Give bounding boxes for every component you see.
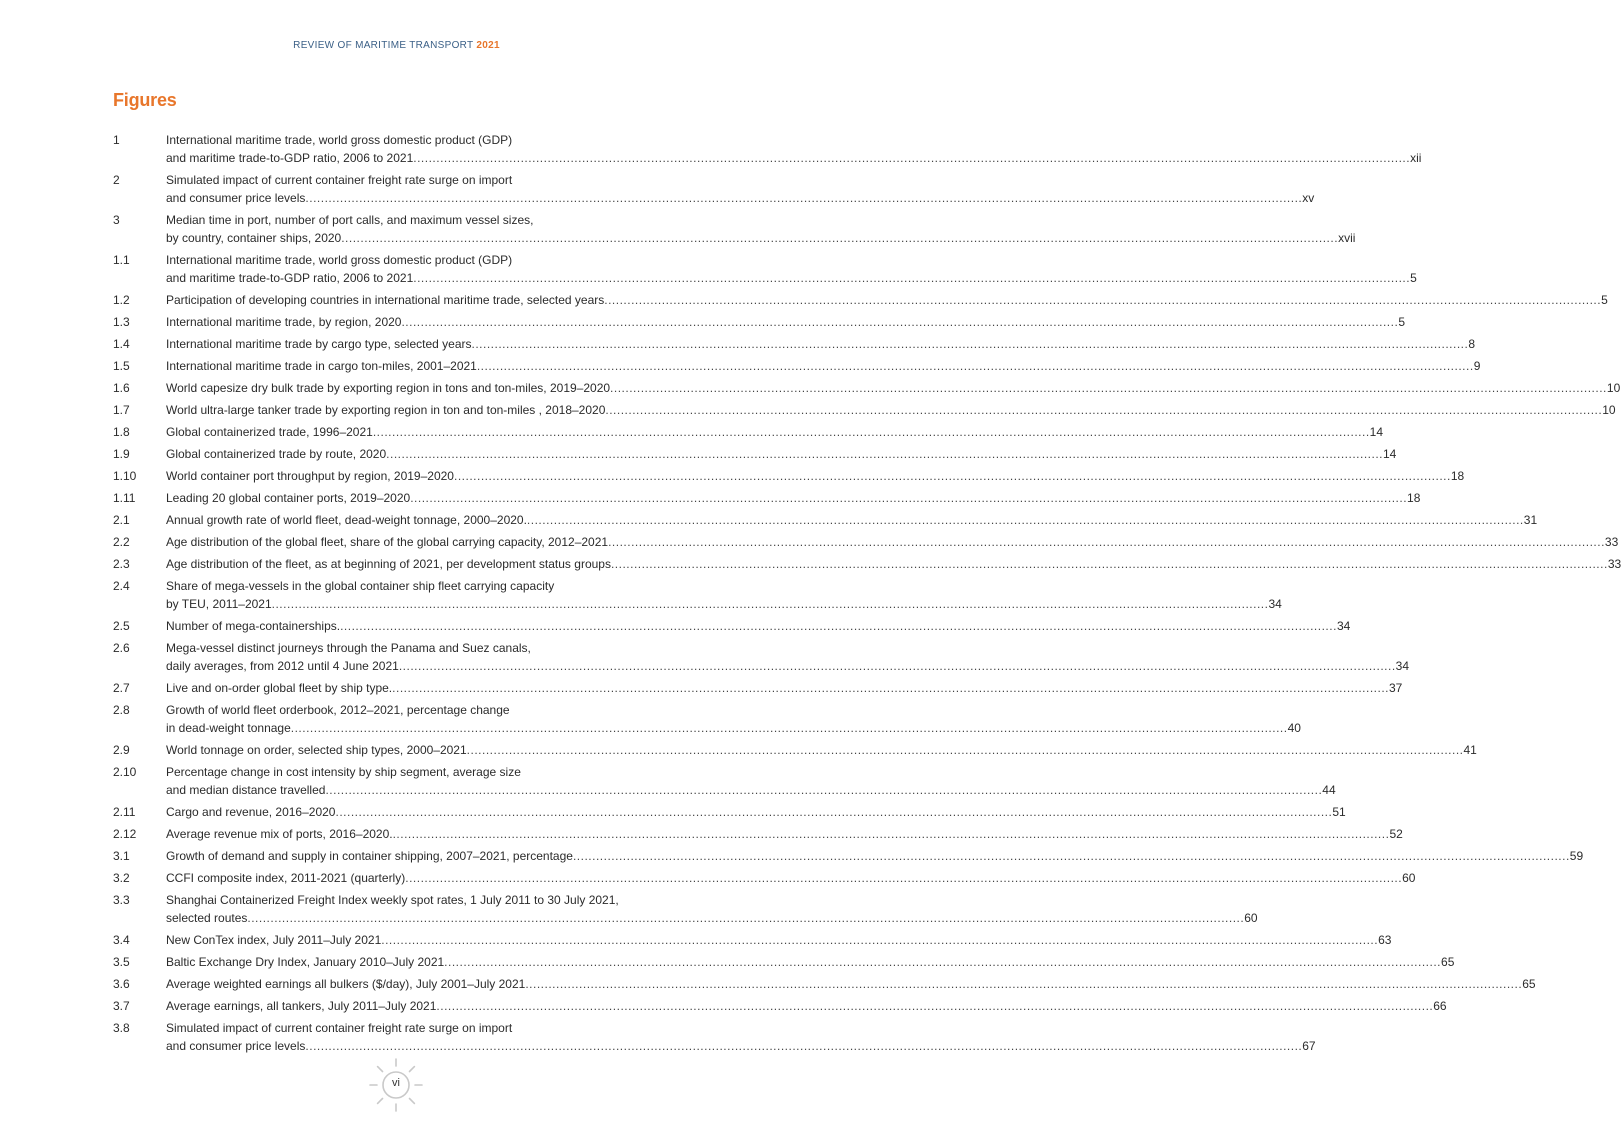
- figure-number: 2: [113, 173, 120, 187]
- page-reference[interactable]: 41: [1463, 743, 1477, 757]
- caption-text: World capesize dry bulk trade by exporting region in tons and ton-miles, 2019–2020: [166, 381, 611, 395]
- dot-leader: ....................................................................................................................................................................................................................................................................: [525, 977, 1523, 991]
- figure-caption: [166, 891, 1258, 931]
- caption-line: Simulated impact of current container freight rate surge on import: [166, 1021, 513, 1035]
- caption-leader-line: [166, 617, 1351, 635]
- toc-entry[interactable]: [113, 741, 1477, 763]
- figure-caption: [166, 555, 1621, 577]
- toc-entry[interactable]: [113, 423, 1384, 445]
- figure-caption: [166, 291, 1608, 313]
- toc-entry[interactable]: [113, 953, 1455, 975]
- dot-leader: ....................................................................................................................................................................................................................................................................: [605, 403, 1603, 417]
- toc-entry[interactable]: [113, 803, 1346, 825]
- figure-number: 1.5: [113, 359, 130, 373]
- page-reference[interactable]: 9: [1473, 359, 1481, 373]
- caption-text: by country, container ships, 2020: [166, 231, 342, 245]
- figure-caption: [166, 741, 1477, 763]
- figure-caption: [166, 997, 1447, 1019]
- dot-leader: ....................................................................................................................................................................................................................................................................: [386, 447, 1383, 461]
- figure-caption: [166, 131, 1422, 171]
- figure-number: 1.6: [113, 381, 130, 395]
- figure-number: 2.6: [113, 641, 130, 655]
- caption-text: International maritime trade, by region, 2020: [166, 315, 402, 329]
- caption-line: Mega-vessel distinct journeys through the Panama and Suez canals,: [166, 641, 531, 655]
- figure-number: 3.6: [113, 977, 130, 991]
- toc-entry[interactable]: [113, 891, 1258, 931]
- caption-leader-line: [166, 423, 1384, 441]
- figure-number: 3.7: [113, 999, 130, 1013]
- toc-entry[interactable]: [113, 1019, 1316, 1059]
- caption-text: Participation of developing countries in international maritime trade, selected years: [166, 293, 605, 307]
- caption-leader-line: [166, 357, 1481, 375]
- caption-line: Median time in port, number of port calls, and maximum vessel sizes,: [166, 213, 534, 227]
- page-reference[interactable]: 34: [1395, 659, 1410, 673]
- figure-number: 2.9: [113, 743, 130, 757]
- dot-leader: ....................................................................................................................................................................................................................................................................: [526, 513, 1524, 527]
- toc-entry[interactable]: [113, 639, 1410, 679]
- figure-caption: [166, 251, 1417, 291]
- caption-leader-line: [166, 679, 1403, 697]
- caption-leader-line: [166, 291, 1608, 309]
- toc-entry[interactable]: [113, 555, 1621, 577]
- page-reference[interactable]: 40: [1287, 721, 1301, 735]
- caption-leader-line: [166, 229, 1356, 247]
- dot-leader: ....................................................................................................................................................................................................................................................................: [290, 721, 1288, 735]
- caption-leader-line: [166, 781, 1336, 799]
- figure-caption: [166, 467, 1465, 489]
- caption-leader-line: [166, 269, 1417, 287]
- figure-caption: [166, 423, 1384, 445]
- caption-leader-line: [166, 657, 1410, 675]
- caption-leader-line: [166, 869, 1416, 887]
- toc-entry[interactable]: [113, 869, 1416, 891]
- toc-entry[interactable]: [113, 577, 1282, 617]
- caption-text: New ConTex index, July 2011–July 2021: [166, 933, 382, 947]
- caption-leader-line: [166, 825, 1403, 843]
- figure-number: 1.3: [113, 315, 130, 329]
- figure-caption: [166, 931, 1392, 953]
- figure-number: 3.1: [113, 849, 130, 863]
- caption-text: Baltic Exchange Dry Index, January 2010–July 2021: [166, 955, 445, 969]
- dot-leader: ....................................................................................................................................................................................................................................................................: [247, 911, 1245, 925]
- caption-text: Global containerized trade, 1996–2021: [166, 425, 373, 439]
- figure-number: 2.12: [113, 827, 137, 841]
- page-reference[interactable]: xii: [1410, 151, 1422, 165]
- figure-caption: [166, 335, 1476, 357]
- figure-caption: [166, 445, 1397, 467]
- figure-number: 3.5: [113, 955, 130, 969]
- page-reference[interactable]: 37: [1389, 681, 1403, 695]
- toc-entry[interactable]: [113, 211, 1356, 251]
- dot-leader: ....................................................................................................................................................................................................................................................................: [335, 805, 1333, 819]
- figure-caption: [166, 313, 1405, 335]
- figure-caption: [166, 171, 1315, 211]
- page-reference[interactable]: 10: [1602, 403, 1616, 417]
- caption-leader-line: [166, 741, 1477, 759]
- dot-leader: ....................................................................................................................................................................................................................................................................: [413, 271, 1411, 285]
- page-reference[interactable]: 5: [1410, 271, 1417, 285]
- figure-number: 1.11: [113, 491, 136, 505]
- figure-caption: [166, 533, 1619, 555]
- page-reference[interactable]: 14: [1383, 447, 1397, 461]
- page-number: vi: [392, 1077, 400, 1089]
- toc-entry[interactable]: [113, 533, 1619, 555]
- figure-caption: [166, 401, 1616, 423]
- page-reference[interactable]: 34: [1268, 597, 1282, 611]
- toc-entry[interactable]: [113, 291, 1608, 313]
- caption-leader-line: [166, 313, 1405, 331]
- figure-caption: [166, 211, 1356, 251]
- caption-leader-line: [166, 445, 1397, 463]
- dot-leader: ....................................................................................................................................................................................................................................................................: [392, 827, 1390, 841]
- page-reference[interactable]: 33: [1607, 557, 1621, 571]
- caption-text: Age distribution of the fleet, as at beginning of 2021, per development status groups: [166, 557, 611, 571]
- page-reference[interactable]: 33: [1604, 535, 1619, 549]
- toc-entry[interactable]: [113, 313, 1405, 335]
- dot-leader: ....................................................................................................................................................................................................................................................................: [476, 359, 1474, 373]
- toc-entry[interactable]: [113, 131, 1422, 171]
- page-reference[interactable]: 60: [1244, 911, 1258, 925]
- toc-entry[interactable]: [113, 467, 1465, 489]
- figure-caption: [166, 357, 1481, 379]
- caption-leader-line: [166, 909, 1258, 927]
- publication-year: 2021: [476, 40, 500, 51]
- caption-leader-line: [166, 803, 1346, 821]
- page-reference[interactable]: 51: [1332, 805, 1346, 819]
- caption-line: Percentage change in cost intensity by ship segment, average size: [166, 765, 521, 779]
- caption-line: Share of mega-vessels in the global container ship fleet carrying capacity: [166, 579, 555, 593]
- dot-leader: ....................................................................................................................................................................................................................................................................: [453, 469, 1451, 483]
- figure-caption: [166, 617, 1351, 639]
- caption-text: CCFI composite index, 2011-2021 (quarterly): [166, 871, 406, 885]
- figure-number: 2.3: [113, 557, 130, 571]
- figure-number: 3.8: [113, 1021, 130, 1035]
- figures-list: [113, 131, 1621, 1059]
- figure-number: 1: [113, 133, 120, 147]
- caption-leader-line: [166, 1037, 1316, 1055]
- toc-entry[interactable]: [113, 445, 1397, 467]
- dot-leader: ....................................................................................................................................................................................................................................................................: [466, 743, 1464, 757]
- figure-number: 2.4: [113, 579, 130, 593]
- page-reference[interactable]: 18: [1407, 491, 1421, 505]
- dot-leader: ....................................................................................................................................................................................................................................................................: [572, 849, 1570, 863]
- toc-entry[interactable]: [113, 489, 1421, 511]
- figure-caption: [166, 847, 1584, 869]
- toc-entry[interactable]: [113, 997, 1447, 1019]
- dot-leader: ....................................................................................................................................................................................................................................................................: [398, 659, 1396, 673]
- caption-text: International maritime trade in cargo ton-miles, 2001–2021: [166, 359, 477, 373]
- page-reference[interactable]: xvii: [1338, 231, 1356, 245]
- caption-text: Age distribution of the global fleet, share of the global carrying capacity, 2012–2021: [166, 535, 609, 549]
- figure-number: 3.4: [113, 933, 130, 947]
- figure-caption: [166, 577, 1282, 617]
- caption-leader-line: [166, 719, 1301, 737]
- caption-text: World tonnage on order, selected ship types, 2000–2021: [166, 743, 467, 757]
- figure-number: 3.2: [113, 871, 130, 885]
- caption-leader-line: [166, 847, 1584, 865]
- caption-leader-line: [166, 595, 1282, 613]
- toc-entry[interactable]: [113, 511, 1538, 533]
- figure-caption: [166, 489, 1421, 511]
- page-reference[interactable]: 59: [1569, 849, 1584, 863]
- caption-text: Number of mega-containerships.: [166, 619, 341, 633]
- caption-leader-line: [166, 149, 1422, 167]
- caption-text: Global containerized trade by route, 2020: [166, 447, 387, 461]
- dot-leader: ....................................................................................................................................................................................................................................................................: [325, 783, 1323, 797]
- caption-text: by TEU, 2011–2021: [166, 597, 272, 611]
- toc-entry[interactable]: [113, 617, 1351, 639]
- dot-leader: ....................................................................................................................................................................................................................................................................: [413, 151, 1411, 165]
- publication-title: REVIEW OF MARITIME TRANSPORT: [293, 40, 474, 51]
- figure-caption: [166, 953, 1455, 975]
- caption-text: Annual growth rate of world fleet, dead-weight tonnage, 2000–2020.: [166, 513, 527, 527]
- toc-entry[interactable]: [113, 847, 1584, 869]
- running-header: [0, 40, 793, 51]
- caption-leader-line: [166, 189, 1315, 207]
- dot-leader: ....................................................................................................................................................................................................................................................................: [381, 933, 1379, 947]
- caption-leader-line: [166, 401, 1616, 419]
- caption-text: Average revenue mix of ports, 2016–2020.: [166, 827, 393, 841]
- page-reference[interactable]: 34: [1336, 619, 1351, 633]
- figure-caption: [166, 975, 1536, 997]
- caption-text: and consumer price levels: [166, 1039, 306, 1053]
- page-reference[interactable]: 67: [1302, 1039, 1316, 1053]
- caption-leader-line: [166, 931, 1392, 949]
- toc-entry[interactable]: [113, 251, 1417, 291]
- caption-text: World ultra-large tanker trade by exporting region in ton and ton-miles , 2018–2020: [166, 403, 606, 417]
- dot-leader: ....................................................................................................................................................................................................................................................................: [305, 1039, 1303, 1053]
- dot-leader: ....................................................................................................................................................................................................................................................................: [341, 231, 1339, 245]
- toc-entry[interactable]: [113, 357, 1481, 379]
- caption-text: World container port throughput by region, 2019–2020: [166, 469, 454, 483]
- caption-text: Average weighted earnings all bulkers ($/day), July 2001–July 2021: [166, 977, 526, 991]
- caption-leader-line: [166, 997, 1447, 1015]
- dot-leader: ....................................................................................................................................................................................................................................................................: [340, 619, 1337, 633]
- section-title: Figures: [113, 90, 177, 110]
- figure-number: 1.10: [113, 469, 137, 483]
- figure-number: 1.8: [113, 425, 130, 439]
- toc-entry[interactable]: [113, 379, 1621, 401]
- figure-caption: [166, 763, 1336, 803]
- page-reference[interactable]: 66: [1433, 999, 1447, 1013]
- dot-leader: ....................................................................................................................................................................................................................................................................: [410, 491, 1408, 505]
- caption-text: and median distance travelled: [166, 783, 326, 797]
- dot-leader: ....................................................................................................................................................................................................................................................................: [436, 999, 1434, 1013]
- caption-text: and maritime trade-to-GDP ratio, 2006 to 2021: [166, 151, 414, 165]
- caption-text: selected routes: [166, 911, 248, 925]
- figure-number: 1.4: [113, 337, 130, 351]
- dot-leader: ....................................................................................................................................................................................................................................................................: [610, 381, 1607, 395]
- page-reference[interactable]: xv: [1302, 191, 1315, 205]
- toc-entry[interactable]: [113, 679, 1403, 701]
- toc-entry[interactable]: [113, 825, 1403, 847]
- page-reference[interactable]: 14: [1369, 425, 1384, 439]
- page-reference[interactable]: 52: [1389, 827, 1403, 841]
- caption-text: Average earnings, all tankers, July 2011–July 2021: [166, 999, 437, 1013]
- page-reference[interactable]: 65: [1441, 955, 1455, 969]
- caption-text: daily averages, from 2012 until 4 June 2021: [166, 659, 399, 673]
- caption-line: International maritime trade, world gross domestic product (GDP): [166, 253, 513, 267]
- figure-caption: [166, 1019, 1316, 1059]
- figure-caption: [166, 803, 1346, 825]
- caption-line: Growth of world fleet orderbook, 2012–2021, percentage change: [166, 703, 510, 717]
- caption-text: in dead-weight tonnage: [166, 721, 291, 735]
- caption-text: and maritime trade-to-GDP ratio, 2006 to 2021: [166, 271, 414, 285]
- caption-text: Growth of demand and supply in container shipping, 2007–2021, percentage: [166, 849, 573, 863]
- figure-number: 1.7: [113, 403, 130, 417]
- caption-text: Cargo and revenue, 2016–2020: [166, 805, 336, 819]
- caption-line: International maritime trade, world gross domestic product (GDP): [166, 133, 513, 147]
- page-reference[interactable]: 5: [1601, 293, 1608, 307]
- caption-leader-line: [166, 379, 1621, 397]
- caption-text: Live and on-order global fleet by ship type.: [166, 681, 393, 695]
- dot-leader: ....................................................................................................................................................................................................................................................................: [372, 425, 1370, 439]
- caption-leader-line: [166, 533, 1619, 551]
- caption-leader-line: [166, 335, 1476, 353]
- toc-entry[interactable]: [113, 975, 1536, 997]
- figure-number: 2.10: [113, 765, 137, 779]
- caption-leader-line: [166, 467, 1465, 485]
- caption-leader-line: [166, 975, 1536, 993]
- toc-entry[interactable]: [113, 335, 1476, 357]
- caption-text: International maritime trade by cargo type, selected years: [166, 337, 472, 351]
- caption-leader-line: [166, 489, 1421, 507]
- figure-number: 2.8: [113, 703, 130, 717]
- figure-number: 2.7: [113, 681, 130, 695]
- dot-leader: ....................................................................................................................................................................................................................................................................: [444, 955, 1442, 969]
- dot-leader: ....................................................................................................................................................................................................................................................................: [610, 557, 1608, 571]
- figure-number: 2.5: [113, 619, 130, 633]
- figure-number: 2.1: [113, 513, 130, 527]
- caption-line: Simulated impact of current container freight rate surge on import: [166, 173, 513, 187]
- dot-leader: ....................................................................................................................................................................................................................................................................: [271, 597, 1269, 611]
- dot-leader: ....................................................................................................................................................................................................................................................................: [604, 293, 1602, 307]
- dot-leader: ....................................................................................................................................................................................................................................................................: [608, 535, 1605, 549]
- caption-leader-line: [166, 511, 1538, 529]
- figure-caption: [166, 869, 1416, 891]
- page-reference[interactable]: 65: [1522, 977, 1536, 991]
- figure-number: 3.3: [113, 893, 130, 907]
- figure-number: 1.1: [113, 253, 130, 267]
- figure-caption: [166, 639, 1410, 679]
- caption-leader-line: [166, 555, 1621, 573]
- figure-number: 2.2: [113, 535, 130, 549]
- toc-entry[interactable]: [113, 763, 1336, 803]
- page-reference[interactable]: 8: [1468, 337, 1476, 351]
- figure-number: 1.9: [113, 447, 130, 461]
- figure-caption: [166, 511, 1538, 533]
- page-reference[interactable]: 44: [1322, 783, 1336, 797]
- dot-leader: ....................................................................................................................................................................................................................................................................: [401, 315, 1399, 329]
- page-reference[interactable]: 31: [1523, 513, 1538, 527]
- caption-line: Shanghai Containerized Freight Index weekly spot rates, 1 July 2011 to 30 July 2021,: [166, 893, 619, 907]
- toc-entry[interactable]: [113, 401, 1616, 423]
- caption-text: Leading 20 global container ports, 2019–2020: [166, 491, 411, 505]
- toc-entry[interactable]: [113, 931, 1392, 953]
- dot-leader: ....................................................................................................................................................................................................................................................................: [471, 337, 1469, 351]
- figure-number: 3: [113, 213, 120, 227]
- toc-entry[interactable]: [113, 701, 1301, 741]
- page-reference[interactable]: 18: [1450, 469, 1465, 483]
- dot-leader: ....................................................................................................................................................................................................................................................................: [405, 871, 1403, 885]
- page-reference[interactable]: 63: [1378, 933, 1392, 947]
- figure-number: 1.2: [113, 293, 130, 307]
- caption-leader-line: [166, 953, 1455, 971]
- page-reference[interactable]: 10: [1606, 381, 1621, 395]
- page-reference[interactable]: 60: [1402, 871, 1416, 885]
- figure-caption: [166, 701, 1301, 741]
- toc-entry[interactable]: [113, 171, 1315, 211]
- figure-caption: [166, 825, 1403, 847]
- figure-caption: [166, 379, 1621, 401]
- figure-caption: [166, 679, 1403, 701]
- dot-leader: ....................................................................................................................................................................................................................................................................: [392, 681, 1389, 695]
- figure-number: 2.11: [113, 805, 136, 819]
- page-reference[interactable]: 5: [1398, 315, 1405, 329]
- caption-text: and consumer price levels: [166, 191, 306, 205]
- dot-leader: ....................................................................................................................................................................................................................................................................: [305, 191, 1303, 205]
- page-footer: [366, 1055, 426, 1115]
